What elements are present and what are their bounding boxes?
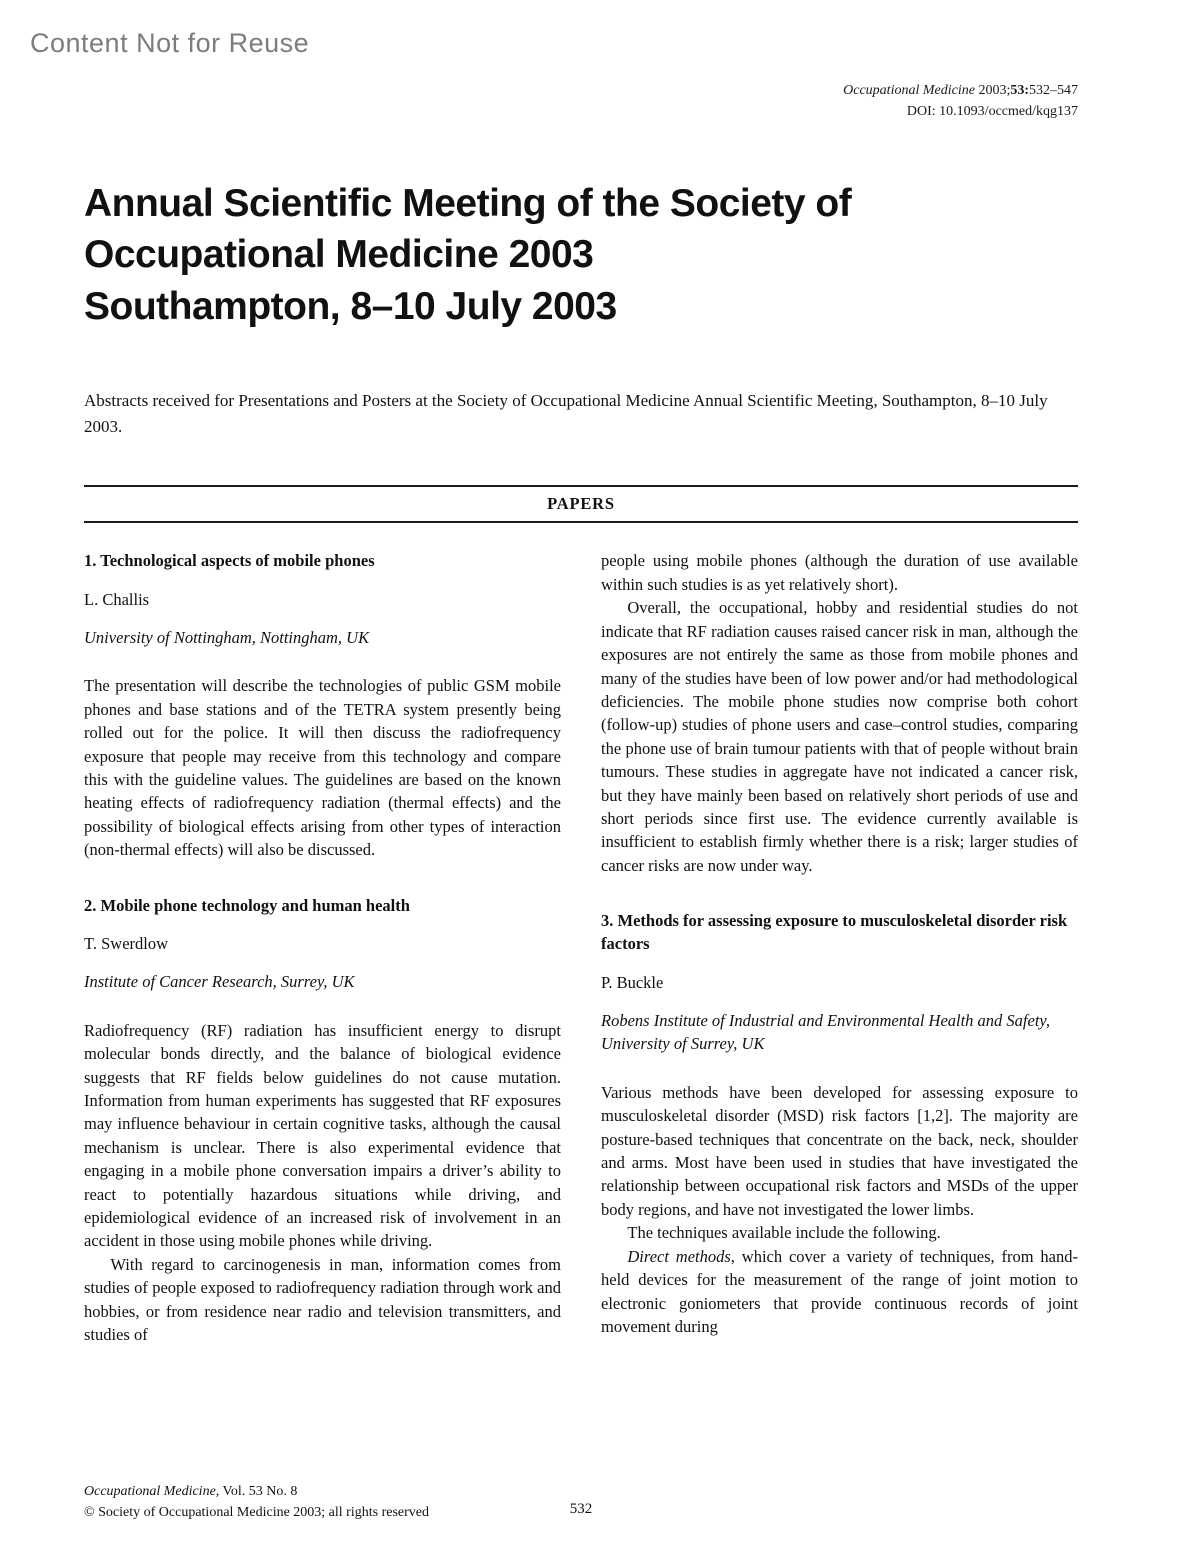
title-line-2: Occupational Medicine 2003 [84, 233, 594, 277]
footer-journal-line: Occupational Medicine, Vol. 53 No. 8 [84, 1484, 298, 1500]
papers-section-divider [84, 485, 1078, 523]
title-line-1: Annual Scientific Meeting of the Society of [84, 182, 852, 225]
abstract-2-paragraph-2: With regard to carcinogenesis in man, information comes from studies of people exposed to radiofrequency radiation through work and hobbies, or from residence near radio and television transmitters, and studies of [84, 1254, 561, 1345]
two-column-body [84, 549, 1078, 1346]
abstract-1 [84, 549, 561, 861]
abstract-2-affiliation: Institute of Cancer Research, Surrey, UK [84, 972, 355, 992]
abstract-3-affiliation: Robens Institute of Industrial and Environmental Health and Safety, University of Surrey, UK [601, 1010, 1050, 1054]
volume-number: 53: [1010, 83, 1029, 98]
abstract-1-paragraph: The presentation will describe the technologies of public GSM mobile phones and base stations and of the TETRA system presently being rolled out for the police. It will then discuss the radiofrequency exposure that people may receive from this technology and compare this with the guideline values. The guidelines are based on the known heating effects of radiofrequency radiation (thermal effects) and the possibility of biological effects arising from other types of interaction (non-thermal effects) will also be discussed. [84, 676, 561, 860]
footer-copyright: © Society of Occupational Medicine 2003; all rights reserved [84, 1504, 429, 1520]
journal-citation [84, 0, 1078, 122]
page-title [84, 178, 1078, 332]
right-column [601, 549, 1078, 1346]
abstract-2-author: T. Swerdlow [84, 933, 169, 953]
doi: DOI: 10.1093/occmed/kqg137 [906, 104, 1078, 119]
abstract-2-paragraph-1: Radiofrequency (RF) radiation has insufficient energy to disrupt molecular bonds directly, and the balance of biological evidence suggests that RF fields below guidelines do not cause mutation. Information from human experiments has suggested that RF exposures may influence behaviour in certain cognitive tasks, although the causal mechanism is unclear. There is also experimental evidence that engaging in a mobile phone conversation impairs a driver’s ability to react to potentially hazardous situations while driving, and epidemiological evidence of an increased risk of involvement in an accident in those using mobile phones while driving. [84, 1020, 561, 1251]
abstract-3-author: P. Buckle [601, 972, 664, 992]
abstract-3-paragraph-1: Various methods have been developed for assessing exposure to musculoskeletal disorder (MSD) risk factors [1,2]. The majority are posture-based techniques that concentrate on the back, neck, shoulder and arms. Most have been used in studies that have investigated the relationship between occupational risk factors and MSDs of the upper body regions, and have not investigated the lower limbs. [601, 1082, 1078, 1219]
abstracts-received-note: Abstracts received for Presentations and Posters at the Society of Occupational Medicine Annual Scientific Meeting, Southampton, 8–10 July 2003. [84, 391, 1048, 436]
left-column [84, 549, 561, 1346]
page-range: 532–547 [1029, 83, 1078, 98]
continuation-paragraph-2: Overall, the occupational, hobby and residential studies do not indicate that RF radiation causes raised cancer risk in man, although the exposures are not entirely the same as those from mobile phones and many of the studies have been of low power and/or had methodological deficiencies. The mobile phone studies now comprise both cohort (follow-up) studies of phone users and case–control studies, comparing the phone use of brain tumour patients with that of people without brain tumours. These studies in aggregate have not indicated a cancer risk, but they have mainly been based on relatively short periods of use and short periods since first use. The evidence currently available is insufficient to establish firmly whether there is a risk; larger studies of cancer risks are now under way. [601, 598, 1078, 875]
abstract-3-heading: 3. Methods for assessing exposure to musculoskeletal disorder risk factors [601, 911, 1068, 954]
journal-name: Occupational Medicine [843, 83, 975, 98]
abstract-1-heading: 1. Technological aspects of mobile phones [84, 551, 375, 571]
footer-journal-name: Occupational Medicine [84, 1484, 216, 1500]
abstract-3-paragraph-3 [601, 1245, 1078, 1339]
abstract-3-paragraph-2: The techniques available include the following. [627, 1223, 941, 1243]
abstract-3 [601, 909, 1078, 1338]
abstract-1-author: L. Challis [84, 589, 150, 609]
divider-rule-bottom [84, 521, 1078, 523]
direct-methods-rest: , which cover a variety of techniques, from hand-held devices for the measurement of the range of joint motion to electronic goniometers that provide continuous records of joint movement during [601, 1246, 1078, 1336]
continuation-paragraph-1: people using mobile phones (although the duration of use available within such studies is as yet relatively short). [601, 551, 1078, 594]
watermark-text: Content Not for Reuse [30, 28, 310, 58]
abstract-2-heading: 2. Mobile phone technology and human health [84, 895, 410, 915]
page-number: 532 [569, 1501, 593, 1518]
citation-line: Occupational Medicine 2003;53:532–547 [843, 83, 1078, 98]
abstract-2 [84, 894, 561, 1347]
direct-methods-lead: Direct methods [627, 1246, 731, 1266]
page-footer [84, 1482, 1078, 1523]
abstract-1-affiliation: University of Nottingham, Nottingham, UK [84, 627, 370, 647]
papers-section-header: PAPERS [547, 494, 615, 514]
title-line-3: Southampton, 8–10 July 2003 [84, 284, 617, 328]
